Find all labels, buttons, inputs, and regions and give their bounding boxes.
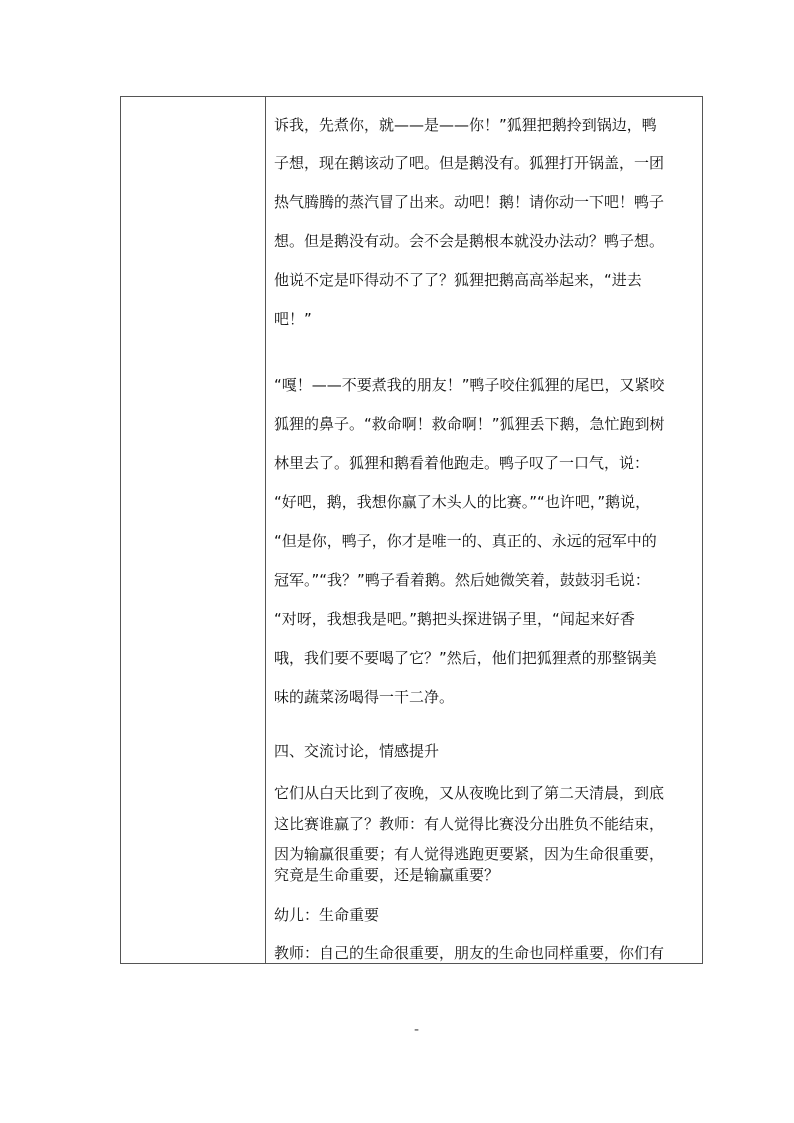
- text-line: 究竟是生命重要，还是输赢重要？: [274, 866, 500, 884]
- right-column-cell: [266, 97, 702, 963]
- left-column-cell: [121, 97, 266, 963]
- section-heading: 四、交流讨论，情感提升: [274, 742, 440, 760]
- text-line: 吧！”: [274, 310, 312, 328]
- text-line: “嘎！——不要煮我的朋友！”鸭子咬住狐狸的尾巴，又紧咬: [274, 376, 665, 394]
- text-line: 诉我，先煮你，就——是——你！”狐狸把鹅拎到锅边，鸭: [274, 116, 657, 134]
- text-line: 热气腾腾的蒸汽冒了出来。动吧！鹅！请你动一下吧！鸭子: [274, 193, 665, 211]
- text-line: 林里去了。狐狸和鹅看着他跑走。鸭子叹了一口气，说：: [274, 454, 650, 472]
- text-line: 他说不定是吓得动不了了？狐狸把鹅高高举起来，“进去: [274, 271, 642, 289]
- text-line: “对呀，我想我是吧。”鹅把头探进锅子里，“闻起来好香: [274, 610, 635, 628]
- text-line: 它们从白天比到了夜晚，又从夜晚比到了第二天清晨，到底: [274, 784, 665, 802]
- text-line: 想。但是鹅没有动。会不会是鹅根本就没办法动？鸭子想。: [274, 232, 665, 250]
- content-table: [120, 96, 703, 964]
- text-line: 子想，现在鹅该动了吧。但是鹅没有。狐狸打开锅盖，一团: [274, 154, 665, 172]
- text-line: 这比赛谁赢了？教师：有人觉得比赛没分出胜负不能结束，: [274, 815, 665, 833]
- text-line: “但是你，鸭子，你才是唯一的、真正的、永远的冠军中的: [274, 532, 657, 550]
- page-footer-mark: -: [414, 1022, 420, 1038]
- text-line: 因为输赢很重要；有人觉得逃跑更要紧，因为生命很重要，: [274, 845, 665, 863]
- text-line: 幼儿：生命重要: [274, 906, 380, 924]
- text-line: 味的蔬菜汤喝得一干二净。: [274, 688, 455, 706]
- text-line: 冠军。”“我？”鸭子看着鹅。然后她微笑着，鼓鼓羽毛说：: [274, 571, 650, 589]
- text-line: 教师：自己的生命很重要，朋友的生命也同样重要，你们有: [274, 944, 665, 962]
- text-line: 哦，我们要不要喝了它？”然后，他们把狐狸煮的那整锅美: [274, 649, 657, 667]
- text-line: “好吧，鹅，我想你赢了木头人的比赛。”“也许吧，”鹅说，: [274, 493, 651, 511]
- text-line: 狐狸的鼻子。“救命啊！救命啊！”狐狸丢下鹅，急忙跑到树: [274, 415, 665, 433]
